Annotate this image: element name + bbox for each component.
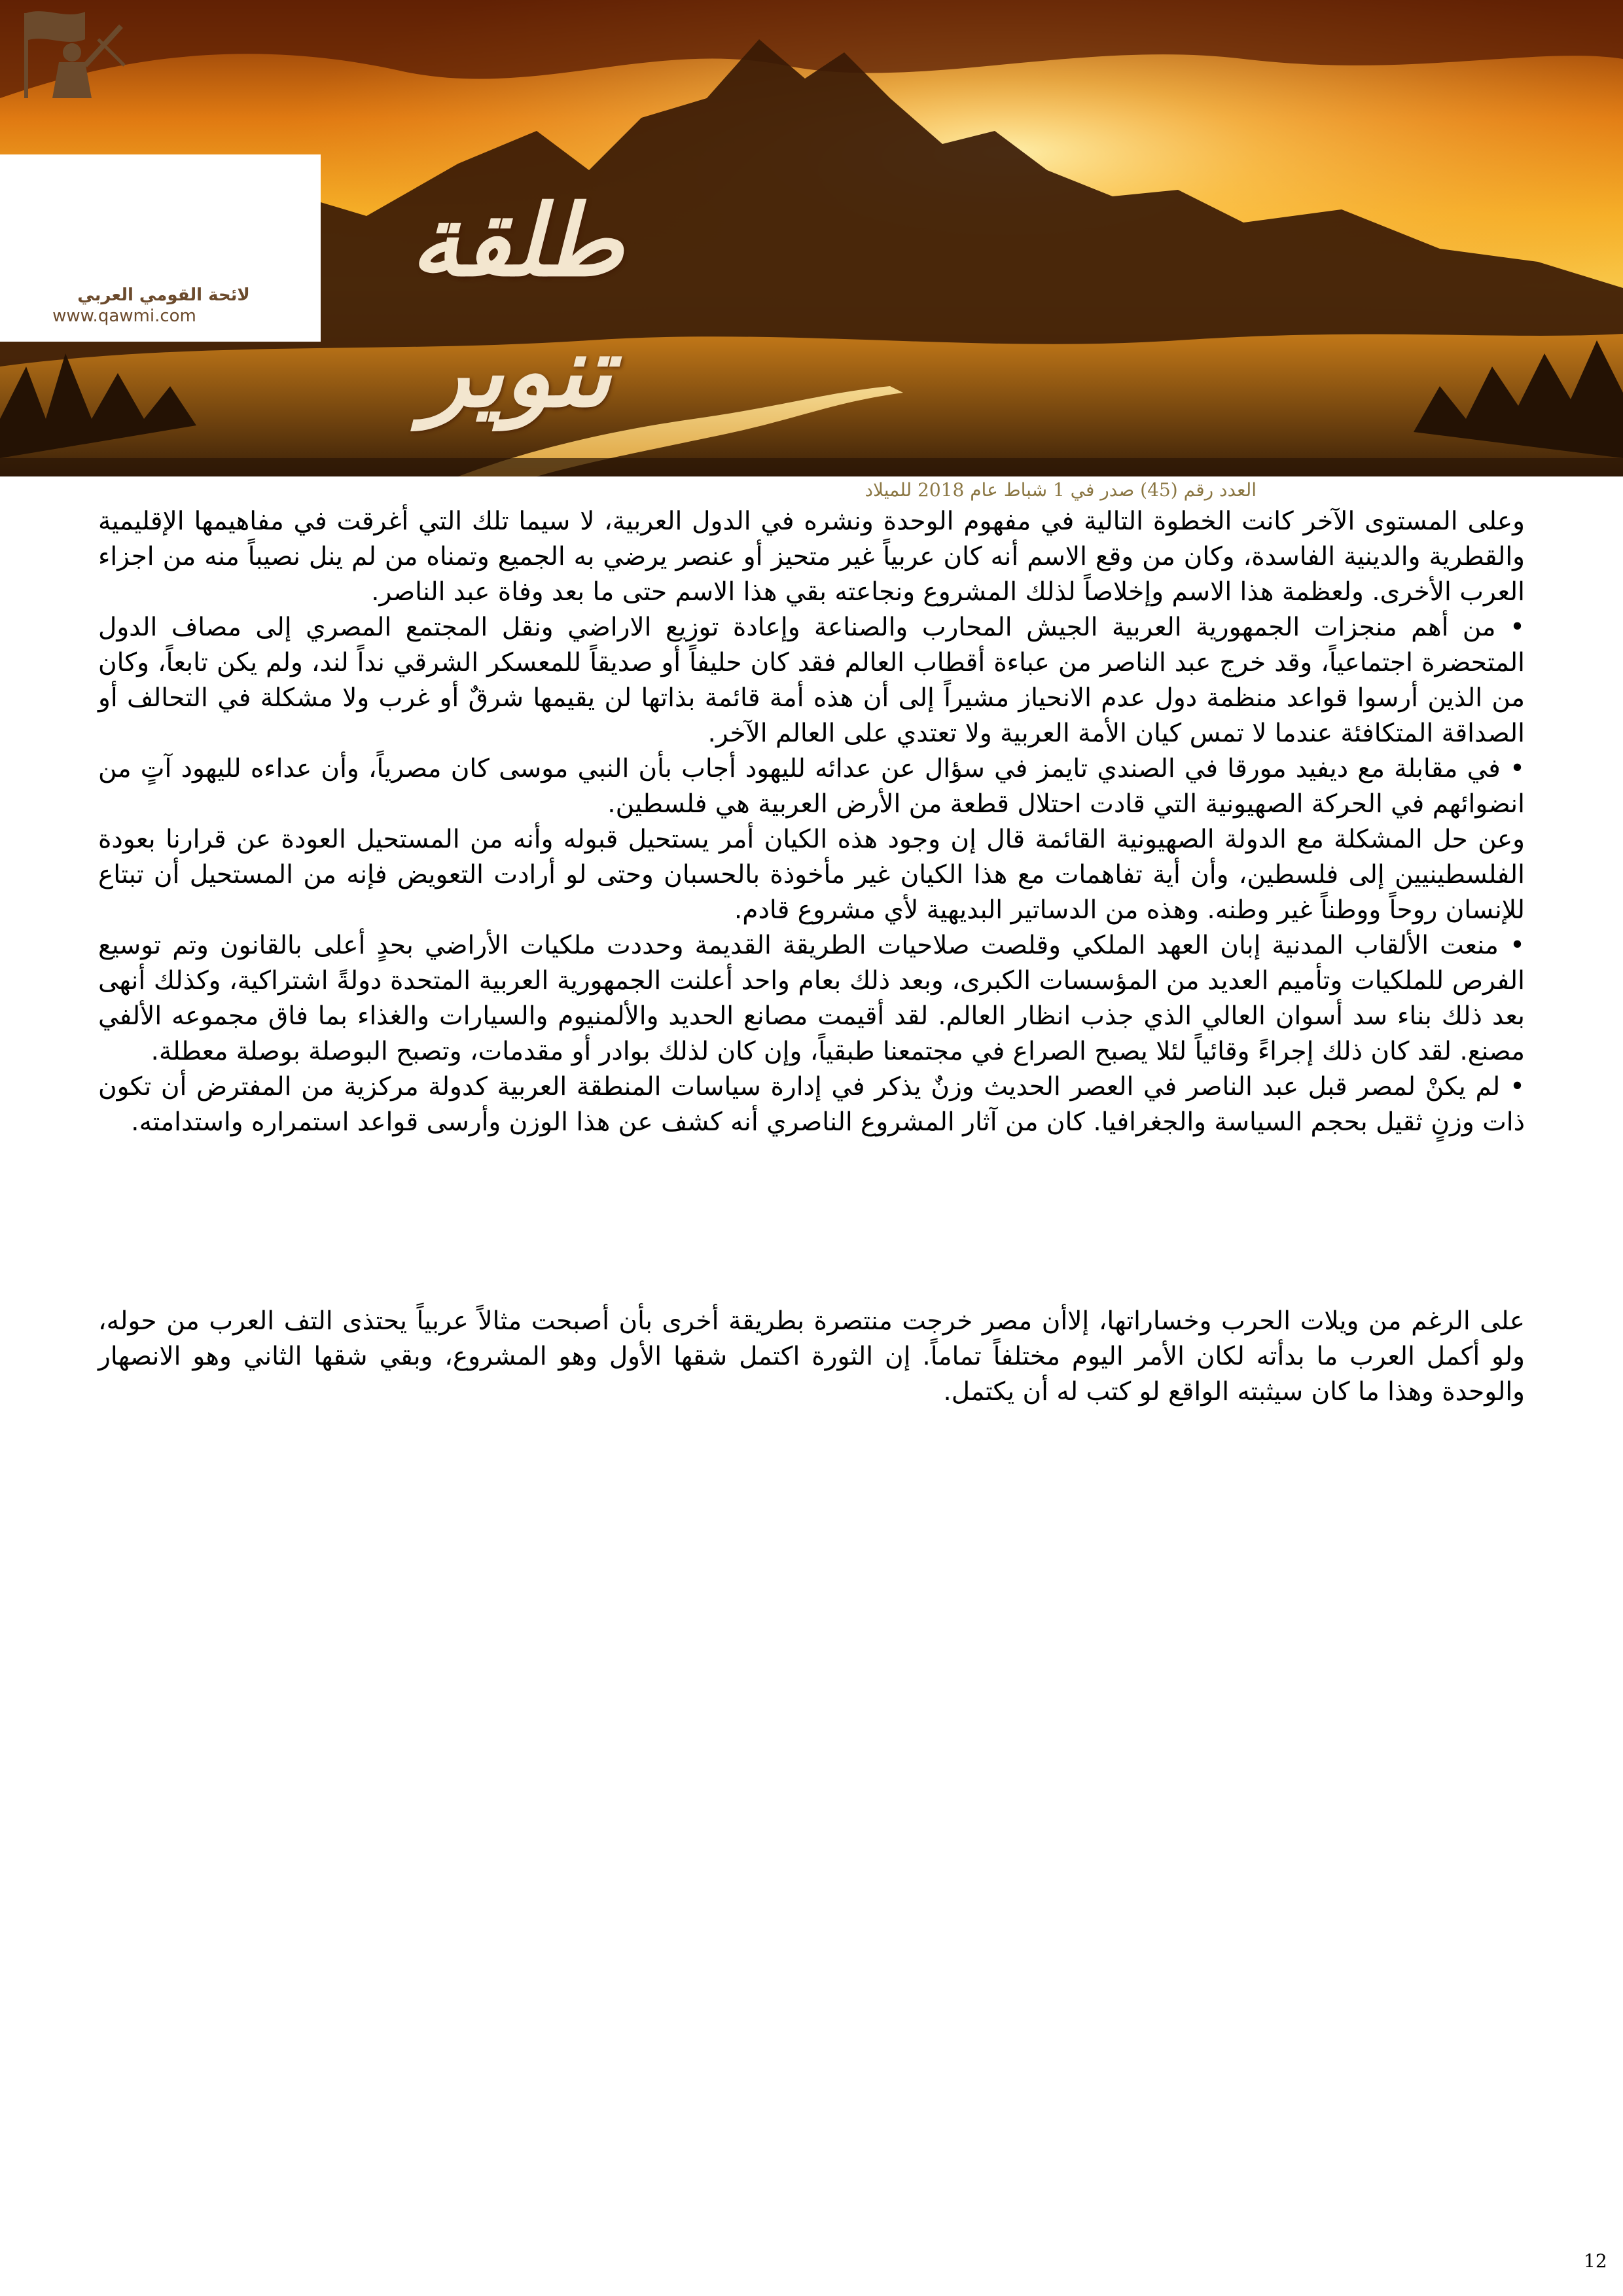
paragraph: • من أهم منجزات الجمهورية العربية الجيش المحارب والصناعة وإعادة توزيع الاراضي ونقل المجتمع المصري إلى مصاف الدول المتحضرة اجتماعياً، وقد خرج عبد الناصر من عباءة أقطاب العالم فقد كان حليفاً أو صديقاً للمعسكر الشرقي نداً لند، ولم يكن تابعاً، وكان من الذين أرسوا قواعد منظمة دول عدم الانحياز مشيراً إلى أن هذه أمة قائمة بذاتها لن يقيمها شرقٌ أو غرب ولا مشكلة في التحالف أو الصداقة المتكافئة عندما لا تمس كيان الأمة العربية ولا تعتدي على العالم الآخر.	[98, 613, 1525, 748]
paragraph: وعن حل المشكلة مع الدولة الصهيونية القائمة قال إن وجود هذه الكيان أمر يستحيل قبوله وأنه من المستحيل العودة عن قرارنا بعودة الفلسطينيين إلى فلسطين، وأن أية تفاهمات مع هذا الكيان غير مأخوذة بالحسبان وحتى لو أرادت التعويض فإنه من المستحيل أن تبتاع للإنسان روحاً ووطناً غير وطنه. وهذه من الدساتير البديهية لأي مشروع قادم.	[98, 825, 1525, 925]
paragraph: • في مقابلة مع ديفيد مورقا في الصندي تايمز في سؤال عن عدائه لليهود أجاب بأن النبي موسى كان مصرياً، وأن عداءه لليهود آتٍ من انضوائهم في الحركة الصهيونية التي قادت احتلال قطعة من الأرض العربية هي فلسطين.	[98, 754, 1525, 819]
paragraph: • منعت الألقاب المدنية إبان العهد الملكي وقلصت صلاحيات الطريقة القديمة وحددت ملكيات الأراضي بحدٍ أعلى بالقانون وتم توسيع الفرص للملكيات وتأميم العديد من المؤسسات الكبرى، وبعد ذلك بعام واحد أعلنت الجمهورية العربية المتحدة دولةً اشتراكية، وكذلك أنهى بعد ذلك بناء سد أسوان العالي الذي جذب انظار العالم. لقد أقيمت مصانع الحديد والألمنيوم والسيارات والغذاء بما فاق مجموعه الألفي مصنع. لقد كان ذلك إجراءً وقائياً لئلا يصبح الصراع في مجتمعنا طبقياً، وإن كان لذلك بوادر أو مقدمات، وتصبح البوصلة بوصلة معطلة.	[98, 931, 1525, 1066]
logo-url: www.qawmi.com	[52, 306, 196, 326]
flag-bearer-logo-icon	[0, 0, 131, 105]
logo-name: لائحة القومي العربي	[77, 285, 250, 305]
paragraph: • لم يكنْ لمصر قبل عبد الناصر في العصر الحديث وزنٌ يذكر في إدارة سياسات المنطقة العربية كدولة مركزية من المفترض أن تكون ذات وزنٍ ثقيل بحجم السياسة والجغرافيا. كان من آثار المشروع الناصري أنه كشف عن هذا الوزن وأرسى قواعد استمراره واستدامته.	[98, 1072, 1525, 1137]
closing-paragraph: على الرغم من ويلات الحرب وخساراتها، إلاأن مصر خرجت منتصرة بطريقة أخرى بأن أصبحت مثالاً عربياً يحتذى التف العرب من حوله، ولو أكمل العرب ما بدأته لكان الأمر اليوم مختلفاً تماماً. إن الثورة اكتمل شقها الأول وهو المشروع، وبقي شقها الثاني وهو الانصهار والوحدة وهذا ما كان سيثبته الواقع لو كتب له أن يكتمل.	[98, 1306, 1525, 1407]
paragraph-gap	[98, 1140, 1525, 1304]
header-banner	[0, 0, 1623, 476]
paragraph: وعلى المستوى الآخر كانت الخطوة التالية في مفهوم الوحدة ونشره في الدول العربية، لا سيما تلك التي أغرقت في مفاهيمها الإقليمية والقطرية والدينية الفاسدة، وكان من وقع الاسم أنه كان عربياً غير متحيز أو عنصر يرضي به الجميع وتمناه من لم ينل نصيباً منه من اجزاء العرب الأخرى. ولعظمة هذا الاسم وإخلاصاً لذلك المشروع ونجاعته بقي هذا الاسم حتى ما بعد وفاة عبد الناصر.	[98, 507, 1525, 607]
magazine-title: طلقة تنوير	[410, 183, 624, 429]
page-number: 12	[1584, 2250, 1607, 2272]
article-body	[98, 504, 1525, 1410]
issue-line: العدد رقم (45) صدر في 1 شباط عام 2018 للميلاد	[865, 479, 1257, 501]
